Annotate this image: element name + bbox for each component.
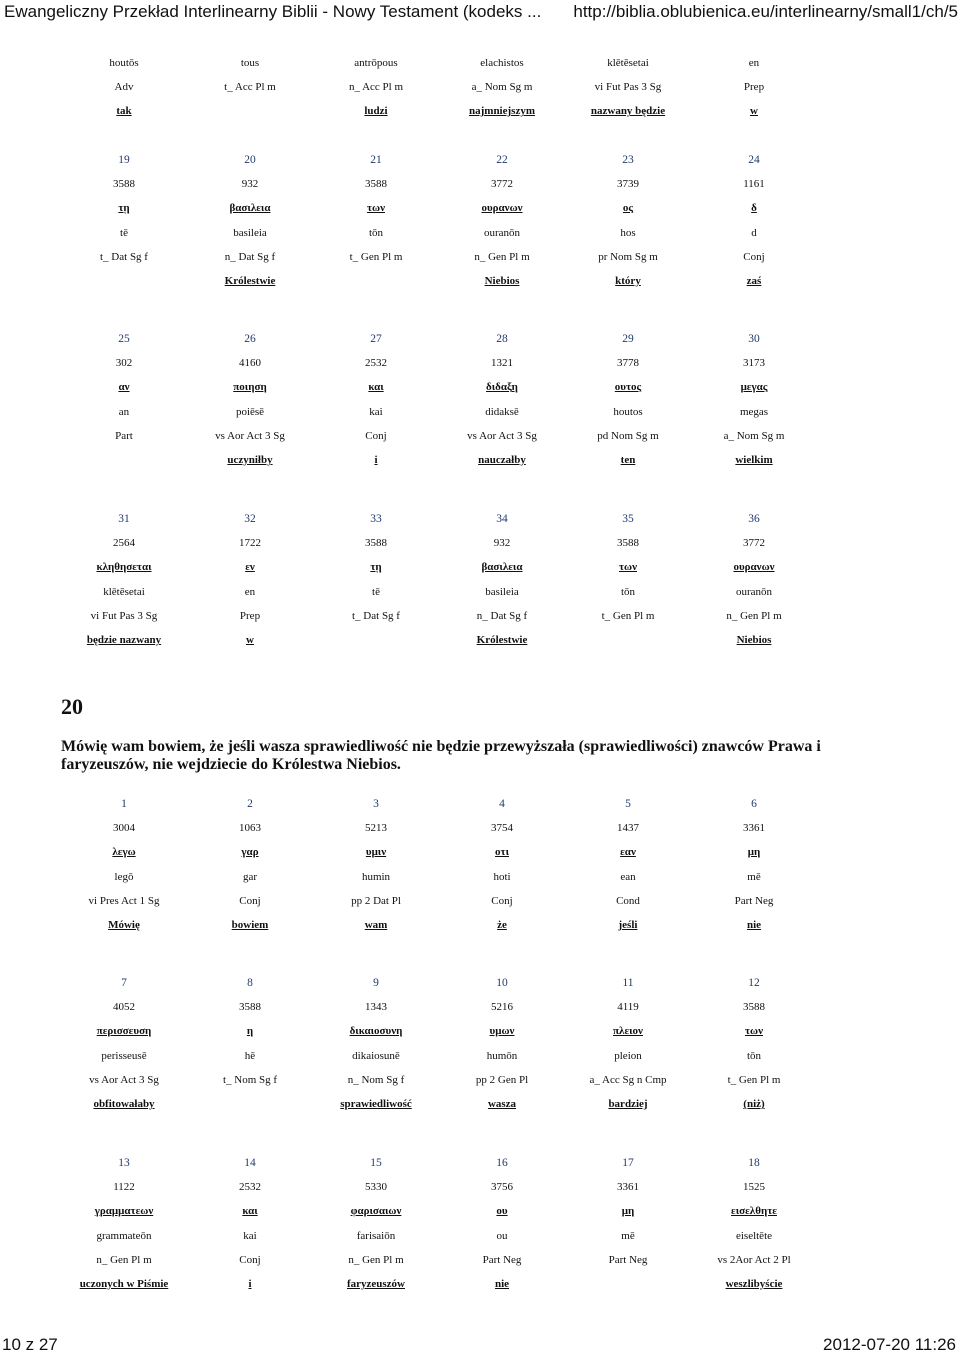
morph-cell: vi Pres Act 1 Sg xyxy=(88,894,160,907)
num-row xyxy=(61,148,817,172)
greek-cell[interactable]: μη xyxy=(747,846,761,859)
translit-cell: tōn xyxy=(368,226,384,239)
morph-cell: vi Fut Pas 3 Sg xyxy=(90,609,158,622)
greek-cell[interactable]: βασιλεια xyxy=(481,561,523,574)
translit-cell: hē xyxy=(244,1049,256,1062)
num-cell: 6 xyxy=(751,798,757,811)
num-cell: 36 xyxy=(748,513,760,526)
morph-row xyxy=(61,889,817,913)
pl-cell[interactable]: tak xyxy=(116,105,132,118)
morph-cell: t_ Gen Pl m xyxy=(349,250,403,263)
translit-cell: tōn xyxy=(620,585,636,598)
morph-cell: Conj xyxy=(491,894,513,907)
translit-cell: kai xyxy=(369,405,383,418)
translit-cell: kai xyxy=(243,1229,257,1242)
greek-row xyxy=(61,375,817,399)
interlinear-block-verse19-tail xyxy=(61,51,817,124)
translit-cell: tē xyxy=(120,226,128,239)
strong-cell: 3588 xyxy=(617,537,639,550)
strong-cell: 932 xyxy=(493,537,511,550)
translit-cell: humin xyxy=(361,870,391,883)
translit-cell: houtōs xyxy=(109,57,139,70)
strong-cell: 3588 xyxy=(239,1001,261,1014)
translit-cell: dikaiosunē xyxy=(352,1049,400,1062)
greek-cell[interactable]: δικαιοσυνη xyxy=(349,1025,403,1038)
morph-cell: pd Nom Sg m xyxy=(597,429,659,442)
verse-text: Mówię wam bowiem, że jeśli wasza sprawiedliwość nie będzie przewyższała (sprawiedliwości) znawców Prawa i faryzeuszów, nie wejdziecie do Królestwa Niebios. xyxy=(61,738,821,773)
translit-row xyxy=(61,51,817,75)
strong-cell: 1161 xyxy=(743,178,765,191)
morph-cell: Conj xyxy=(239,1253,261,1266)
greek-cell[interactable]: η xyxy=(246,1025,254,1038)
translit-cell: an xyxy=(118,405,130,418)
morph-row xyxy=(61,1248,817,1272)
translit-cell: farisaiōn xyxy=(356,1229,396,1242)
translit-cell: d xyxy=(751,226,757,239)
translit-cell: antrōpous xyxy=(354,57,398,70)
morph-cell: n_ Nom Sg f xyxy=(347,1073,405,1086)
translit-cell: basileia xyxy=(485,585,519,598)
greek-cell[interactable]: εαν xyxy=(620,846,636,859)
morph-row xyxy=(61,75,817,99)
translit-cell: hoti xyxy=(493,870,511,883)
num-cell: 21 xyxy=(370,154,382,167)
greek-cell[interactable]: των xyxy=(618,561,638,574)
greek-cell[interactable]: αν xyxy=(118,381,130,394)
morph-row xyxy=(61,1068,817,1092)
morph-cell: vs Aor Act 3 Sg xyxy=(89,1073,159,1086)
pl-cell[interactable]: nie xyxy=(746,919,762,932)
num-cell: 32 xyxy=(244,513,256,526)
browser-print-footer xyxy=(0,1335,960,1357)
strong-row xyxy=(61,1175,817,1199)
strong-row xyxy=(61,995,817,1019)
pl-cell[interactable]: Niebios xyxy=(736,634,772,647)
translit-cell: grammateōn xyxy=(96,1229,152,1242)
pl-cell[interactable]: ludzi xyxy=(364,105,388,118)
num-cell: 2 xyxy=(247,798,253,811)
num-cell: 20 xyxy=(244,154,256,167)
pl-cell[interactable]: w xyxy=(246,634,254,647)
pl-cell[interactable]: sprawiedliwość xyxy=(340,1098,412,1111)
page-counter: 10 z 27 xyxy=(2,1335,58,1354)
translit-cell: perisseusē xyxy=(101,1049,147,1062)
translit-cell: ouranōn xyxy=(483,226,521,239)
greek-row xyxy=(61,1199,817,1223)
strong-cell: 3004 xyxy=(113,822,135,835)
pl-cell[interactable]: weszlibyście xyxy=(725,1278,783,1291)
num-row xyxy=(61,971,817,995)
greek-cell[interactable]: οτι xyxy=(495,846,509,859)
greek-cell[interactable]: μη xyxy=(621,1205,635,1218)
morph-cell: Part Neg xyxy=(734,894,774,907)
pl-cell[interactable]: będzie nazwany xyxy=(86,634,162,647)
greek-cell[interactable]: των xyxy=(744,1025,764,1038)
greek-cell[interactable]: πλειον xyxy=(613,1025,643,1038)
translit-cell: humōn xyxy=(486,1049,518,1062)
translit-cell: houtos xyxy=(613,405,643,418)
strong-cell: 3588 xyxy=(365,178,387,191)
num-row xyxy=(61,1151,817,1175)
pl-row xyxy=(61,913,817,937)
translit-cell: mē xyxy=(747,870,761,883)
strong-cell: 1063 xyxy=(239,822,261,835)
greek-row xyxy=(61,196,817,220)
pl-cell[interactable]: w xyxy=(750,105,758,118)
greek-cell[interactable]: διδαξη xyxy=(486,381,518,394)
pl-cell[interactable]: uczonych w Piśmie xyxy=(79,1278,169,1291)
pl-cell[interactable]: i xyxy=(248,1278,252,1291)
strong-cell: 3772 xyxy=(491,178,513,191)
strong-row xyxy=(61,816,817,840)
pl-row xyxy=(61,448,817,472)
pl-cell[interactable]: Królestwie xyxy=(476,634,528,647)
morph-cell: vs 2Aor Act 2 Pl xyxy=(717,1253,791,1266)
morph-cell: n_ Dat Sg f xyxy=(476,609,528,622)
num-cell: 18 xyxy=(748,1157,760,1170)
greek-cell[interactable]: φαρισαιων xyxy=(350,1205,402,1218)
morph-cell: vi Fut Pas 3 Sg xyxy=(594,81,662,94)
greek-cell[interactable]: εισελθητε xyxy=(731,1205,777,1218)
morph-cell: Conj xyxy=(365,429,387,442)
greek-cell[interactable]: των xyxy=(366,202,386,215)
greek-cell[interactable]: και xyxy=(242,1205,258,1218)
num-cell: 35 xyxy=(622,513,634,526)
num-cell: 17 xyxy=(622,1157,634,1170)
strong-cell: 2532 xyxy=(239,1181,261,1194)
translit-cell: en xyxy=(748,57,760,70)
num-cell: 22 xyxy=(496,154,508,167)
greek-cell[interactable]: δ xyxy=(751,202,757,215)
strong-cell: 3361 xyxy=(743,822,765,835)
translit-cell: ou xyxy=(496,1229,508,1242)
strong-cell: 3772 xyxy=(743,537,765,550)
morph-cell: n_ Gen Pl m xyxy=(726,609,782,622)
greek-cell[interactable]: γραμματεων xyxy=(94,1205,154,1218)
translit-cell: pleion xyxy=(614,1049,642,1062)
morph-cell: Conj xyxy=(239,894,261,907)
pl-cell[interactable]: Mówię xyxy=(108,919,140,932)
num-cell: 1 xyxy=(121,798,127,811)
translit-cell: elachistos xyxy=(480,57,524,70)
greek-row xyxy=(61,1019,817,1043)
strong-cell: 5213 xyxy=(365,822,387,835)
greek-cell[interactable]: γαρ xyxy=(241,846,259,859)
num-row xyxy=(61,792,817,816)
num-cell: 29 xyxy=(622,333,634,346)
strong-cell: 3756 xyxy=(491,1181,513,1194)
num-cell: 30 xyxy=(748,333,760,346)
greek-cell[interactable]: κληθησεται xyxy=(96,561,152,574)
strong-row xyxy=(61,351,817,375)
translit-cell: tē xyxy=(372,585,380,598)
translit-cell: tōn xyxy=(746,1049,762,1062)
num-cell: 12 xyxy=(748,977,760,990)
greek-cell[interactable]: υμων xyxy=(489,1025,515,1038)
num-cell: 28 xyxy=(496,333,508,346)
translit-row xyxy=(61,221,817,245)
strong-row xyxy=(61,531,817,555)
translit-cell: mē xyxy=(621,1229,635,1242)
greek-cell[interactable]: ουτος xyxy=(614,381,642,394)
strong-cell: 2532 xyxy=(365,357,387,370)
translit-row xyxy=(61,400,817,424)
num-cell: 5 xyxy=(625,798,631,811)
greek-cell[interactable]: λεγω xyxy=(112,846,136,859)
strong-cell: 2564 xyxy=(113,537,135,550)
strong-cell: 1122 xyxy=(113,1181,135,1194)
strong-cell: 4052 xyxy=(113,1001,135,1014)
num-cell: 23 xyxy=(622,154,634,167)
num-cell: 34 xyxy=(496,513,508,526)
num-cell: 4 xyxy=(499,798,505,811)
strong-cell: 5330 xyxy=(365,1181,387,1194)
translit-cell: legō xyxy=(114,870,134,883)
strong-cell: 1321 xyxy=(491,357,513,370)
morph-row xyxy=(61,424,817,448)
morph-cell: Adv xyxy=(114,81,134,94)
translit-row xyxy=(61,1044,817,1068)
pl-cell[interactable]: wasza xyxy=(487,1098,517,1111)
verse-number: 20 xyxy=(61,694,83,719)
num-cell: 9 xyxy=(373,977,379,990)
translit-cell: didaksē xyxy=(485,405,519,418)
morph-cell: t_ Gen Pl m xyxy=(601,609,655,622)
interlinear-block xyxy=(61,148,817,293)
strong-cell: 3739 xyxy=(617,178,639,191)
num-cell: 27 xyxy=(370,333,382,346)
translit-cell: ouranōn xyxy=(735,585,773,598)
morph-cell: n_ Dat Sg f xyxy=(224,250,276,263)
num-cell: 31 xyxy=(118,513,130,526)
pl-row xyxy=(61,99,817,123)
pl-cell[interactable]: i xyxy=(374,454,378,467)
greek-cell[interactable]: τῃ xyxy=(370,561,382,574)
greek-cell[interactable]: μεγας xyxy=(740,381,768,394)
morph-cell: pp 2 Gen Pl xyxy=(475,1073,529,1086)
pl-cell[interactable]: wam xyxy=(364,919,388,932)
strong-cell: 3778 xyxy=(617,357,639,370)
morph-cell: a_ Acc Sg n Cmp xyxy=(589,1073,667,1086)
pl-cell[interactable]: faryzeuszów xyxy=(346,1278,406,1291)
greek-cell[interactable]: τῃ xyxy=(118,202,130,215)
strong-cell: 1437 xyxy=(617,822,639,835)
translit-cell: eiseltēte xyxy=(735,1229,773,1242)
morph-row xyxy=(61,245,817,269)
strong-cell: 302 xyxy=(115,357,133,370)
page-title: Ewangeliczny Przekład Interlinearny Biblii - Nowy Testament (kodeks ... xyxy=(4,2,542,21)
greek-cell[interactable]: ποιηση xyxy=(233,381,267,394)
num-row xyxy=(61,507,817,531)
pl-cell[interactable]: uczyniłby xyxy=(227,454,273,467)
morph-cell: n_ Acc Pl m xyxy=(348,81,404,94)
morph-cell: n_ Gen Pl m xyxy=(348,1253,404,1266)
morph-cell: vs Aor Act 3 Sg xyxy=(215,429,285,442)
pl-row xyxy=(61,1272,817,1296)
num-cell: 25 xyxy=(118,333,130,346)
num-cell: 33 xyxy=(370,513,382,526)
num-cell: 26 xyxy=(244,333,256,346)
greek-cell[interactable]: ουρανων xyxy=(481,202,523,215)
greek-cell[interactable]: και xyxy=(368,381,384,394)
strong-cell: 1722 xyxy=(239,537,261,550)
strong-cell: 3361 xyxy=(617,1181,639,1194)
num-cell: 15 xyxy=(370,1157,382,1170)
translit-row xyxy=(61,580,817,604)
pl-cell[interactable]: jeśli xyxy=(618,919,638,932)
morph-cell: t_ Acc Pl m xyxy=(224,81,276,94)
greek-cell[interactable]: βασιλεια xyxy=(229,202,271,215)
greek-cell[interactable]: ος xyxy=(622,202,634,215)
strong-cell: 1343 xyxy=(365,1001,387,1014)
morph-cell: Cond xyxy=(616,894,640,907)
strong-row xyxy=(61,172,817,196)
pl-row xyxy=(61,1092,817,1116)
strong-cell: 3588 xyxy=(743,1001,765,1014)
pl-cell[interactable]: (niż) xyxy=(743,1098,765,1111)
num-cell: 16 xyxy=(496,1157,508,1170)
morph-cell: pp 2 Dat Pl xyxy=(351,894,401,907)
num-cell: 24 xyxy=(748,154,760,167)
num-cell: 14 xyxy=(244,1157,256,1170)
interlinear-block xyxy=(61,792,817,937)
strong-cell: 3588 xyxy=(365,537,387,550)
pl-cell[interactable]: że xyxy=(497,919,507,932)
num-cell: 13 xyxy=(118,1157,130,1170)
greek-cell[interactable]: υμιν xyxy=(365,846,387,859)
morph-cell: t_ Nom Sg f xyxy=(222,1073,278,1086)
pl-cell[interactable]: bardziej xyxy=(608,1098,648,1111)
translit-row xyxy=(61,1224,817,1248)
pl-cell[interactable]: bowiem xyxy=(231,919,269,932)
translit-cell: hos xyxy=(620,226,636,239)
num-cell: 7 xyxy=(121,977,127,990)
translit-cell: poiēsē xyxy=(235,405,265,418)
num-cell: 19 xyxy=(118,154,130,167)
strong-cell: 1525 xyxy=(743,1181,765,1194)
translit-cell: tous xyxy=(240,57,260,70)
greek-cell[interactable]: ουρανων xyxy=(733,561,775,574)
morph-cell: n_ Gen Pl m xyxy=(96,1253,152,1266)
translit-cell: megas xyxy=(739,405,769,418)
morph-cell: Prep xyxy=(239,609,261,622)
pl-cell[interactable]: nauczałby xyxy=(478,454,526,467)
pl-cell[interactable]: nazwany będzie xyxy=(590,105,666,118)
morph-cell: Conj xyxy=(743,250,765,263)
morph-cell: vs Aor Act 3 Sg xyxy=(467,429,537,442)
morph-cell: t_ Dat Sg f xyxy=(352,609,400,622)
strong-cell: 4160 xyxy=(239,357,261,370)
strong-cell: 3588 xyxy=(113,178,135,191)
pl-cell[interactable]: Niebios xyxy=(484,275,520,288)
morph-cell: t_ Dat Sg f xyxy=(100,250,148,263)
print-datetime: 2012-07-20 11:26 xyxy=(823,1335,956,1354)
strong-cell: 3754 xyxy=(491,822,513,835)
num-cell: 8 xyxy=(247,977,253,990)
page-url[interactable]: http://biblia.oblubienica.eu/interlinearny/small1/ch/5 xyxy=(573,2,958,21)
num-cell: 11 xyxy=(622,977,634,990)
pl-cell[interactable]: ten xyxy=(620,454,636,467)
morph-row xyxy=(61,604,817,628)
strong-cell: 5216 xyxy=(491,1001,513,1014)
translit-cell: gar xyxy=(242,870,258,883)
pl-cell[interactable]: który xyxy=(615,275,641,288)
translit-cell: klētēsetai xyxy=(103,585,145,598)
morph-cell: a_ Nom Sg m xyxy=(723,429,785,442)
browser-print-header xyxy=(0,0,960,20)
pl-cell[interactable]: najmniejszym xyxy=(469,105,535,118)
morph-cell: Prep xyxy=(743,81,765,94)
pl-cell[interactable]: Królestwie xyxy=(224,275,276,288)
morph-cell: n_ Gen Pl m xyxy=(474,250,530,263)
pl-cell[interactable]: obfitowałaby xyxy=(93,1098,155,1111)
pl-cell[interactable]: zaś xyxy=(746,275,762,288)
greek-row xyxy=(61,555,817,579)
interlinear-block xyxy=(61,327,817,472)
morph-cell: pr Nom Sg m xyxy=(598,250,658,263)
morph-cell: Part xyxy=(115,429,133,442)
greek-row xyxy=(61,840,817,864)
strong-cell: 4119 xyxy=(617,1001,639,1014)
greek-cell[interactable]: ου xyxy=(496,1205,508,1218)
greek-cell[interactable]: περισσευση xyxy=(96,1025,152,1038)
num-row xyxy=(61,327,817,351)
interlinear-block xyxy=(61,971,817,1116)
translit-cell: en xyxy=(244,585,256,598)
greek-cell[interactable]: εν xyxy=(245,561,255,574)
pl-cell[interactable]: nie xyxy=(494,1278,510,1291)
morph-cell: a_ Nom Sg m xyxy=(471,81,533,94)
pl-row xyxy=(61,628,817,652)
translit-cell: basileia xyxy=(233,226,267,239)
pl-cell[interactable]: wielkim xyxy=(735,454,773,467)
interlinear-block xyxy=(61,1151,817,1296)
interlinear-block xyxy=(61,507,817,652)
morph-cell: Part Neg xyxy=(482,1253,522,1266)
translit-row xyxy=(61,865,817,889)
num-cell: 10 xyxy=(496,977,508,990)
pl-row xyxy=(61,269,817,293)
strong-cell: 932 xyxy=(241,178,259,191)
morph-cell: t_ Gen Pl m xyxy=(727,1073,781,1086)
translit-cell: klētēsetai xyxy=(607,57,649,70)
num-cell: 3 xyxy=(373,798,379,811)
translit-cell: ean xyxy=(620,870,636,883)
morph-cell: Part Neg xyxy=(608,1253,648,1266)
strong-cell: 3173 xyxy=(743,357,765,370)
